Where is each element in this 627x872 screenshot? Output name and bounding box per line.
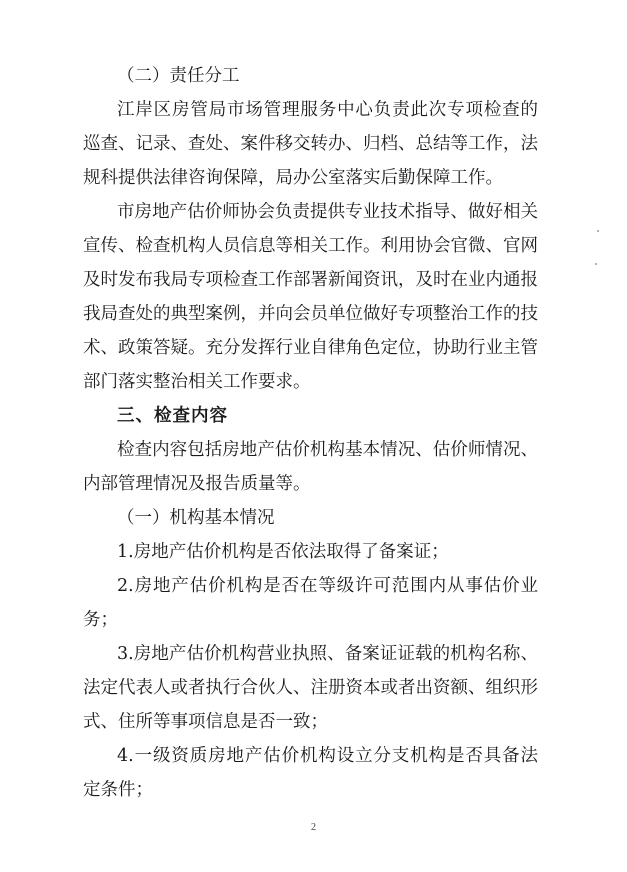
page-number: 2 (311, 822, 316, 833)
paragraph-line: 巡查、记录、查处、案件移交转办、归档、总结等工作，法 (83, 134, 538, 154)
paragraph-line: 检查内容包括房地产估价机构基本情况、估价师情况、 (117, 440, 538, 460)
section-3-heading: 三、检查内容 (117, 406, 228, 426)
paragraph-line: 我局查处的典型案例，并向会员单位做好专项整治工作的技 (83, 304, 538, 324)
list-item-line: 2.房地产估价机构是否在等级许可范围内从事估价业 (117, 576, 538, 596)
list-item-line: 4.一级资质房地产估价机构设立分支机构是否具备法 (117, 746, 538, 766)
list-item-line: 式、住所等事项信息是否一致； (83, 712, 328, 732)
scan-speck (597, 230, 599, 232)
paragraph-line: 宣传、检查机构人员信息等相关工作。利用协会官微、官网 (83, 236, 538, 256)
paragraph-line: 内部管理情况及报告质量等。 (83, 474, 311, 494)
subsection-1-heading: （一）机构基本情况 (117, 508, 275, 528)
paragraph-line: 市房地产估价师协会负责提供专业技术指导、做好相关 (117, 202, 538, 222)
list-item-line: 务； (83, 610, 118, 630)
paragraph-line: 部门落实整治相关工作要求。 (83, 372, 311, 392)
scan-speck (595, 263, 597, 265)
list-item-line: 1.房地产估价机构是否依法取得了备案证； (117, 542, 449, 562)
section-2-heading: （二）责任分工 (117, 66, 240, 86)
paragraph-line: 江岸区房管局市场管理服务中心负责此次专项检查的 (117, 100, 538, 120)
list-item-line: 定条件； (83, 780, 153, 800)
paragraph-line: 规科提供法律咨询保障，局办公室落实后勤保障工作。 (83, 168, 503, 188)
list-item-line: 3.房地产估价机构营业执照、备案证证载的机构名称、 (117, 644, 538, 664)
paragraph-line: 术、政策答疑。充分发挥行业自律角色定位，协助行业主管 (83, 338, 538, 358)
paragraph-line: 及时发布我局专项检查工作部署新闻资讯，及时在业内通报 (83, 270, 538, 290)
list-item-line: 法定代表人或者执行合伙人、注册资本或者出资额、组织形 (83, 678, 538, 698)
